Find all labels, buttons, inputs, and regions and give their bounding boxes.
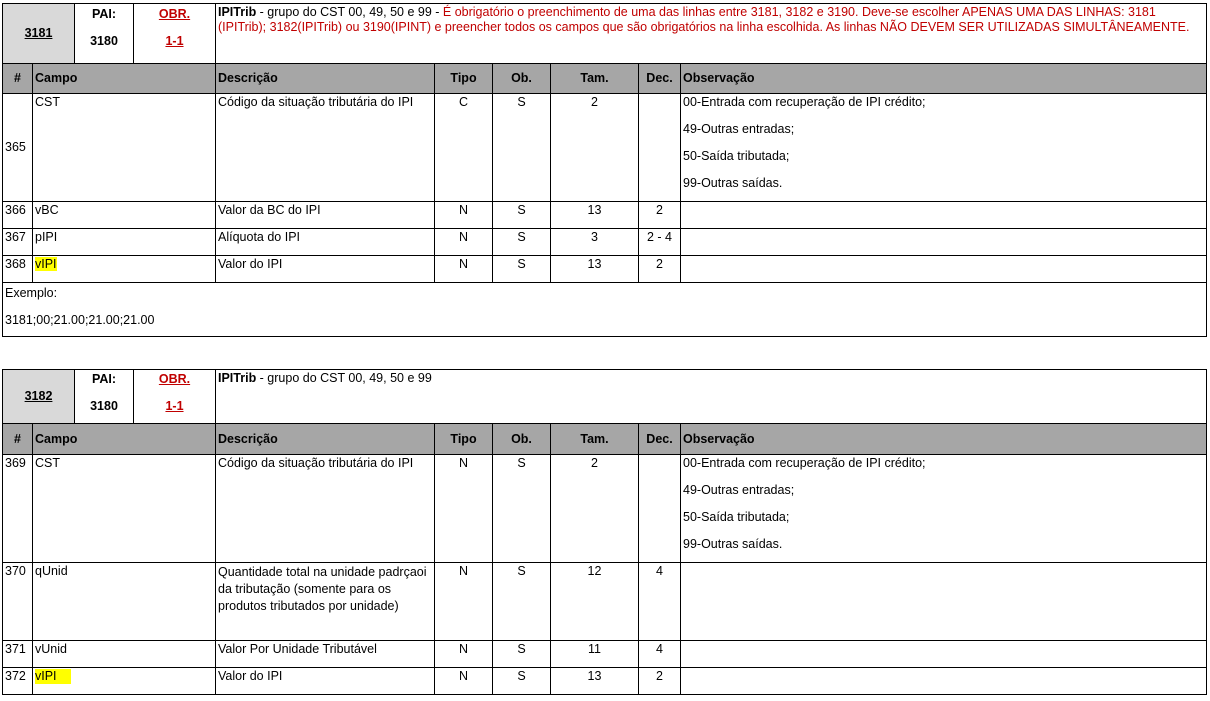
row-tam: 2 bbox=[551, 455, 639, 563]
row-num: 370 bbox=[3, 563, 33, 641]
record-title-rest: - grupo do CST 00, 49, 50 e 99 - bbox=[256, 5, 443, 19]
row-ob: S bbox=[493, 202, 551, 229]
row-obs bbox=[681, 256, 1207, 283]
obs-line: 99-Outras saídas. bbox=[683, 176, 783, 190]
record-3181-table bbox=[2, 3, 1207, 337]
table-row bbox=[3, 563, 1207, 641]
row-desc: Valor Por Unidade Tributável bbox=[216, 641, 435, 668]
row-dec bbox=[639, 455, 681, 563]
obs-line: 49-Outras entradas; bbox=[683, 122, 795, 136]
highlighted-field: vIPI bbox=[35, 257, 57, 271]
col-num: # bbox=[3, 424, 33, 455]
col-campo: Campo bbox=[33, 64, 216, 94]
row-tam: 13 bbox=[551, 256, 639, 283]
record-code: 3181 bbox=[3, 4, 75, 64]
row-tam: 11 bbox=[551, 641, 639, 668]
table-row bbox=[3, 94, 1207, 202]
table-row bbox=[3, 455, 1207, 563]
row-num: 367 bbox=[3, 229, 33, 256]
table-row bbox=[3, 641, 1207, 668]
row-tipo: N bbox=[435, 563, 493, 641]
obr-value: 1-1 bbox=[165, 34, 184, 48]
row-dec: 2 bbox=[639, 668, 681, 695]
row-tipo: N bbox=[435, 202, 493, 229]
col-dec: Dec. bbox=[639, 64, 681, 94]
row-tam: 2 bbox=[551, 94, 639, 202]
row-campo: pIPI bbox=[33, 229, 216, 256]
row-tam: 13 bbox=[551, 668, 639, 695]
col-ob: Ob. bbox=[493, 64, 551, 94]
example-row bbox=[3, 283, 1207, 337]
row-num: 368 bbox=[3, 256, 33, 283]
obs-line: 50-Saída tributada; bbox=[683, 510, 790, 524]
row-dec: 2 bbox=[639, 202, 681, 229]
pai-value: 3180 bbox=[90, 399, 118, 413]
row-campo: CST bbox=[33, 94, 216, 202]
col-tipo: Tipo bbox=[435, 64, 493, 94]
row-campo: vBC bbox=[33, 202, 216, 229]
row-dec bbox=[639, 94, 681, 202]
row-campo: CST bbox=[33, 455, 216, 563]
row-dec: 2 bbox=[639, 256, 681, 283]
obr-cell bbox=[134, 4, 216, 64]
highlighted-field: vIPI bbox=[35, 669, 71, 684]
obr-label: OBR. bbox=[158, 372, 191, 386]
record-description bbox=[216, 4, 1207, 64]
row-tipo: C bbox=[435, 94, 493, 202]
obr-label: OBR. bbox=[158, 7, 191, 21]
row-ob: S bbox=[493, 668, 551, 695]
row-ob: S bbox=[493, 229, 551, 256]
row-desc: Alíquota do IPI bbox=[216, 229, 435, 256]
table-row bbox=[3, 668, 1207, 695]
record-warning: É obrigatório o preenchimento de uma das linhas entre 3181, 3182 e 3190. Deve-se escolher APENAS UMA DAS LINHAS: 3181 (IPITrib); 3182(IPITrib) ou 3190(IPINT) e preencher todos os campos que são obrigatórios na linha escolhida. As linhas NÃO DEVEM SER UTILIZADAS SIMULTÂNEAMENTE. bbox=[218, 5, 1190, 34]
row-tam: 12 bbox=[551, 563, 639, 641]
row-campo: qUnid bbox=[33, 563, 216, 641]
row-ob: S bbox=[493, 563, 551, 641]
row-obs bbox=[681, 455, 1207, 563]
obs-line: 50-Saída tributada; bbox=[683, 149, 790, 163]
pai-value: 3180 bbox=[90, 34, 118, 48]
obs-line: 00-Entrada com recuperação de IPI crédito; bbox=[683, 456, 926, 470]
record-3182-table bbox=[2, 369, 1207, 695]
row-desc: Quantidade total na unidade padrçaoi da tributação (somente para os produtos tributados por unidade) bbox=[216, 563, 435, 641]
obr-cell bbox=[134, 370, 216, 424]
row-ob: S bbox=[493, 94, 551, 202]
row-tipo: N bbox=[435, 641, 493, 668]
record-title: IPITrib bbox=[218, 371, 257, 385]
row-tipo: N bbox=[435, 668, 493, 695]
obs-line: 49-Outras entradas; bbox=[683, 483, 795, 497]
col-ob: Ob. bbox=[493, 424, 551, 455]
row-campo: vUnid bbox=[33, 641, 216, 668]
row-tam: 13 bbox=[551, 202, 639, 229]
row-tam: 3 bbox=[551, 229, 639, 256]
record-title: IPITrib bbox=[218, 5, 257, 19]
obs-line: 99-Outras saídas. bbox=[683, 537, 783, 551]
col-descricao: Descrição bbox=[216, 424, 435, 455]
example-label: Exemplo: bbox=[5, 286, 58, 300]
row-obs bbox=[681, 94, 1207, 202]
column-header-row bbox=[3, 424, 1207, 455]
row-tipo: N bbox=[435, 229, 493, 256]
col-dec: Dec. bbox=[639, 424, 681, 455]
table-row bbox=[3, 202, 1207, 229]
row-num: 371 bbox=[3, 641, 33, 668]
table-row bbox=[3, 256, 1207, 283]
pai-label: PAI: bbox=[91, 372, 117, 386]
row-tipo: N bbox=[435, 455, 493, 563]
row-obs bbox=[681, 641, 1207, 668]
col-observacao: Observação bbox=[681, 64, 1207, 94]
pai-cell bbox=[75, 370, 134, 424]
example-value: 3181;00;21.00;21.00;21.00 bbox=[5, 313, 155, 327]
record-code: 3182 bbox=[3, 370, 75, 424]
row-num: 372 bbox=[3, 668, 33, 695]
col-num: # bbox=[3, 64, 33, 94]
col-descricao: Descrição bbox=[216, 64, 435, 94]
row-obs bbox=[681, 202, 1207, 229]
row-obs bbox=[681, 563, 1207, 641]
pai-label: PAI: bbox=[91, 7, 117, 21]
col-tam: Tam. bbox=[551, 424, 639, 455]
table-row bbox=[3, 229, 1207, 256]
record-description bbox=[216, 370, 1207, 424]
row-num: 369 bbox=[3, 455, 33, 563]
example-cell bbox=[3, 283, 1207, 337]
row-campo bbox=[33, 256, 216, 283]
col-observacao: Observação bbox=[681, 424, 1207, 455]
row-desc: Valor da BC do IPI bbox=[216, 202, 435, 229]
row-ob: S bbox=[493, 455, 551, 563]
row-dec: 2 - 4 bbox=[639, 229, 681, 256]
col-campo: Campo bbox=[33, 424, 216, 455]
row-desc: Código da situação tributária do IPI bbox=[216, 94, 435, 202]
row-ob: S bbox=[493, 256, 551, 283]
record-title-rest: - grupo do CST 00, 49, 50 e 99 bbox=[256, 371, 432, 385]
row-num: 365 bbox=[3, 94, 33, 202]
row-desc: Valor do IPI bbox=[216, 256, 435, 283]
col-tipo: Tipo bbox=[435, 424, 493, 455]
pai-cell bbox=[75, 4, 134, 64]
column-header-row bbox=[3, 64, 1207, 94]
row-obs bbox=[681, 229, 1207, 256]
row-obs bbox=[681, 668, 1207, 695]
obs-line: 00-Entrada com recuperação de IPI crédito; bbox=[683, 95, 926, 109]
row-ob: S bbox=[493, 641, 551, 668]
record-3181 bbox=[2, 3, 1206, 337]
obr-value: 1-1 bbox=[165, 399, 184, 413]
row-desc: Valor do IPI bbox=[216, 668, 435, 695]
row-num: 366 bbox=[3, 202, 33, 229]
row-campo bbox=[33, 668, 216, 695]
row-desc: Código da situação tributária do IPI bbox=[216, 455, 435, 563]
row-tipo: N bbox=[435, 256, 493, 283]
col-tam: Tam. bbox=[551, 64, 639, 94]
record-3182 bbox=[2, 369, 1206, 695]
row-dec: 4 bbox=[639, 641, 681, 668]
row-dec: 4 bbox=[639, 563, 681, 641]
